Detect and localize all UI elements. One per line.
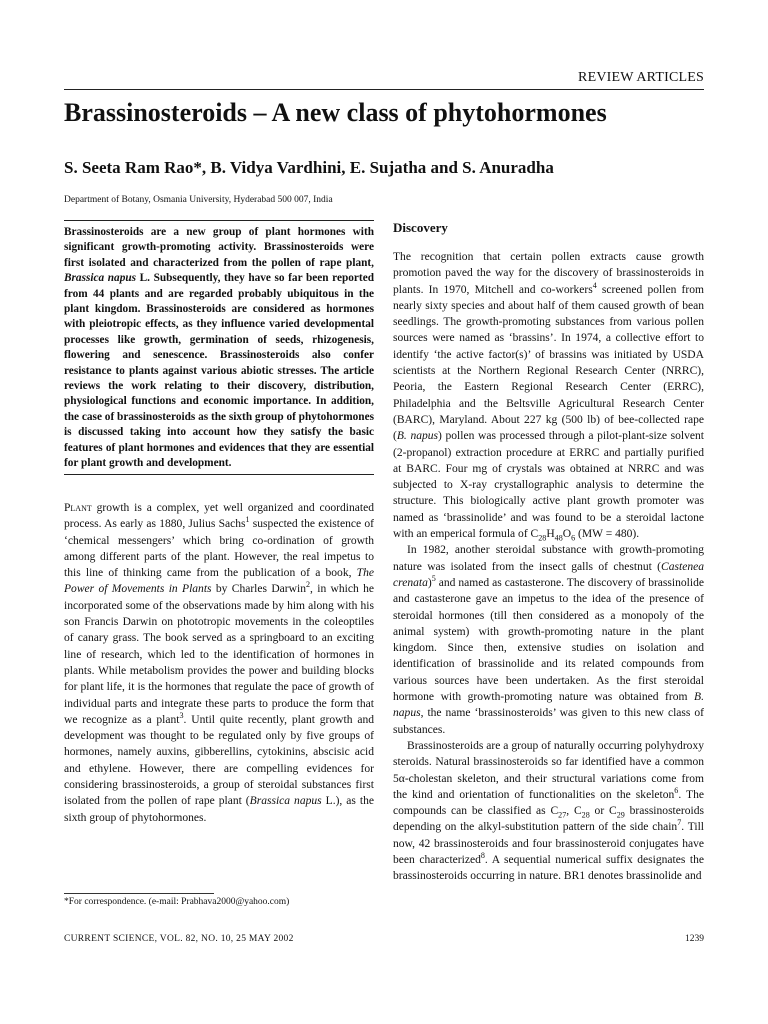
ref-7: 7 xyxy=(677,818,682,828)
species-name: Brassica napus xyxy=(249,795,322,808)
header-rule xyxy=(64,89,704,90)
intro-text: suspected the existence of ‘chemical messengers’ which bring co-ordination of growth among different parts of the plant. However, the real impetus to this line of thinking came from the publication of a book, xyxy=(64,518,374,580)
intro-text: , in which he incorporated some of the observations made by him along with his son Francis Darwin on phototropic movements in the coleoptiles of canary grass. The book served as a springboard to an exciting line of research, which led to the identification of hormones in plants. While metabolism provides the power and building blocks for plant life, it is the hormones that regulate the pace of growth of individual parts and integrate these parts to produce the form that we recognize as a plant xyxy=(64,583,375,726)
discovery-text: , the name ‘brassinosteroids’ was given to this new class of substances. xyxy=(393,707,704,736)
book-title: The Power of Movements in Plants xyxy=(64,567,374,596)
intro-text: growth is a complex, yet well organized and coordinated process. As early as 1880, Julius Sachs xyxy=(64,502,374,531)
discovery-body xyxy=(393,249,704,885)
ref-3: 3 xyxy=(179,711,184,721)
carbon-subscript: 29 xyxy=(616,810,625,820)
formula-subscript: 48 xyxy=(554,533,563,543)
discovery-text: (MW = 480). xyxy=(575,528,640,541)
introduction-body xyxy=(64,500,374,826)
discovery-heading: Discovery xyxy=(393,220,448,235)
species-name: B. napus xyxy=(396,430,439,443)
abstract xyxy=(64,220,374,475)
ref-2: 2 xyxy=(305,580,311,590)
journal-citation: CURRENT SCIENCE, VOL. 82, NO. 10, 25 MAY 2002 xyxy=(64,934,294,944)
footnote-rule xyxy=(64,893,214,894)
discovery-text: or C xyxy=(589,805,617,818)
discovery-text: . The compounds can be classified as C xyxy=(393,788,704,818)
discovery-text: , C xyxy=(566,805,582,818)
discovery-text: . A sequential numerical suffix designates the brassinosteroids occurring in nature. BR1 denotes brassinolide and xyxy=(393,853,705,883)
ref-8: 8 xyxy=(480,851,485,861)
discovery-text: and named as castasterone. The discovery of brassinolide and castasterone gave an impetus to the idea of the presence of steroidal hormones (till then considered as a monopoly of the animal system) with growth-promoting nature in the plant kingdom. Since then, extensive studies on isolation and identification of brassinolide and its related compounds from various sources have been undertaken. As the first steroidal hormone with growth-promoting nature was obtained from xyxy=(393,576,704,704)
discovery-text: The recognition that certain pollen extracts cause growth promotion paved the way for the discovery of brassinosteroids in plants. In 1970, Mitchell and co-workers xyxy=(393,251,704,296)
species-name: Castenea crenata xyxy=(393,560,704,589)
discovery-text: In 1982, another steroidal substance with growth-promoting nature was isolated from the insect galls of chestnut ( xyxy=(393,544,704,573)
discovery-text: brassinosteroids depending on the alkyl-substitution pattern of the side chain xyxy=(393,805,704,834)
abstract-text-1: Brassinosteroids are a new group of plant hormones with significant growth-promoting activity. Brassinosteroids were first isolated and characterized from the pollen of rape plant, xyxy=(64,226,374,269)
article-title: Brassinosteroids – A new class of phytohormones xyxy=(64,98,607,127)
section-label: REVIEW ARTICLES xyxy=(578,70,704,85)
formula-subscript: 28 xyxy=(538,533,547,543)
intro-text: . Until quite recently, plant growth and development was thought to be regulated only by five groups of hormones, namely auxins, gibberellins, cytokinins, abscisic acid and ethylene. However, there are compelling evidences for considering brassinosteroids, a group of steroidal substances first isolated from the pollen of rape plant ( xyxy=(64,713,374,808)
drop-cap-word: Plant xyxy=(64,502,92,514)
discovery-text: . Till now, 42 brassinosteroids and four brassinosteroid conjugates have been characterized xyxy=(393,821,704,866)
ref-1: 1 xyxy=(245,515,250,525)
abstract-species: Brassica napus xyxy=(64,272,137,285)
author-list: S. Seeta Ram Rao*, B. Vidya Vardhini, E. Sujatha and S. Anuradha xyxy=(64,158,554,177)
discovery-text: ) pollen was processed through a pilot-plant-size solvent (2-propanol) extraction procedure at ERRC and partially purified at BARC. Four mg of crystals was obtained at NRRC and was subjected to X-ray crystallographic analysis to determine the structure. This biologically active plant growth promoter was named as ‘brassinolide’ and was found to be a steroidal lactone with an emperical formula of C xyxy=(393,430,704,541)
formula-element: H xyxy=(546,528,555,541)
discovery-text: ) xyxy=(427,576,432,589)
page-number: 1239 xyxy=(685,934,704,944)
ref-4: 4 xyxy=(592,280,597,290)
affiliation: Department of Botany, Osmania University, Hyderabad 500 007, India xyxy=(64,195,333,205)
discovery-text: screened pollen from nearly sixty species and about half of them caused growth of bean seedlings. The growth-promoting substances from various pollen sources were named as ‘brassins’. In 1974, a collective effort to identify ‘the active factor(s)’ of brassins was initiated by USDA scientists at the Northern Regional Research Center (NRRC), Peoria, the Eastern Regional Research Center (ERRC), Philadelphia and the Beltsville Agricultural Research Center (BARC), Maryland. About 227 kg (500 lb) of bee-collected rape ( xyxy=(393,283,704,443)
correspondence-footnote: *For correspondence. (e-mail: Prabhava2000@yahoo.com) xyxy=(64,897,290,907)
intro-text: by Charles Darwin xyxy=(211,583,306,596)
species-name: B. napus xyxy=(393,691,704,720)
discovery-text: Brassinosteroids are a group of naturally occurring polyhydroxy steroids. Natural brassinosteroids so far identified have a common 5α-cholestan skeleton, and their structural variations come from the kind and orientation of functionalities on the skeleton xyxy=(393,739,704,801)
ref-5: 5 xyxy=(431,574,436,584)
carbon-subscript: 27 xyxy=(558,810,567,820)
formula-subscript: 6 xyxy=(571,533,576,543)
carbon-subscript: 28 xyxy=(581,810,590,820)
intro-text: L.), as the sixth group of phytohormones. xyxy=(64,795,375,824)
ref-6: 6 xyxy=(674,785,679,795)
abstract-text-2: L. Subsequently, they have so far been reported from 44 plants and are regarded probably ubiquitous in the plant kingdom. Brassinosteroids are considered as hormones with pleiotropic effects, as they influence varied developmental processes like growth, germination of seeds, rhizogenesis, flowering and senescence. Brassinosteroids also confer resistance to plants against various abiotic stresses. The article reviews the work relating to their discovery, distribution, physiological functions and economic importance. In addition, the case of brassinosteroids as the sixth group of phytohormones is discussed taking into account how they satisfy the basic features of plant hormones and evidences that they are essential for plant growth and development. xyxy=(64,272,374,470)
formula-element: O xyxy=(562,528,572,541)
